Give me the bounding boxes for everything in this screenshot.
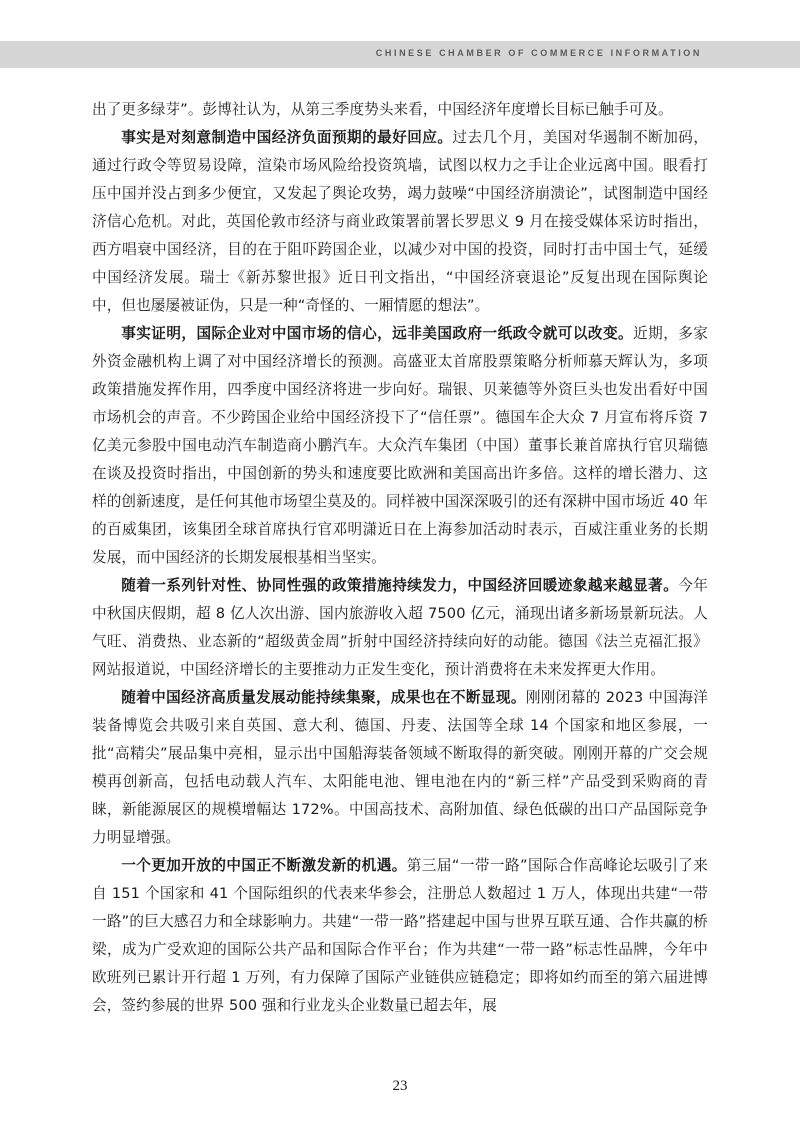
paragraph [92, 684, 708, 852]
header-band [0, 41, 800, 68]
paragraph-text: 过去几个月，美国对华遏制不断加码，通过行政令等贸易设障，渲染市场风险给投资筑墙，试图以权力之手让企业远离中国。眼看打压中国并没占到多少便宜，又发起了舆论攻势，竭力鼓噪“中国经济崩溃论”，试图制造中国经济信心危机。对此，英国伦敦市经济与商业政策署前署长罗思义 9 月在接受媒体采访时指出，西方唱衰中国经济，目的在于阻吓跨国企业，以减少对中国的投资，同时打击中国士气，延缓中国经济发展。瑞士《新苏黎世报》近日刊文指出，“中国经济衰退论”反复出现在国际舆论中，但也屡屡被证伪，只是一种“奇怪的、一厢情愿的想法”。 [92, 129, 709, 314]
paragraph-lead: 一个更加开放的中国正不断激发新的机遇。 [121, 857, 407, 874]
paragraph-text: 刚刚闭幕的 2023 中国海洋装备博览会共吸引来自英国、意大利、德国、丹麦、法国等全球 14 个国家和地区参展，一批“高精尖”展品集中亮相，显示出中国船海装备领域不断取得的新突破。刚刚开幕的广交会规模再创新高，包括电动载人汽车、太阳能电池、锂电池在内的“新三样”产品受到采购商的青睐，新能源展区的规模增幅达 172%。中国高技术、高附加值、绿色低碳的出口产品国际竞争力明显增强。 [92, 689, 708, 846]
paragraph-text: 近期，多家外资金融机构上调了对中国经济增长的预测。高盛亚太首席股票策略分析师慕天辉认为，多项政策措施发挥作用，四季度中国经济将进一步向好。瑞银、贝莱德等外资巨头也发出看好中国市场机会的声音。不少跨国企业给中国经济投下了“信任票”。德国车企大众 7 月宣布将斥资 7 亿美元参股中国电动汽车制造商小鹏汽车。大众汽车集团（中国）董事长兼首席执行官贝瑞德在谈及投资时指出，中国创新的势头和速度要比欧洲和美国高出许多倍。这样的增长潜力、这样的创新速度，是任何其他市场望尘莫及的。同样被中国深深吸引的还有深耕中国市场近 40 年的百威集团，该集团全球首席执行官邓明潇近日在上海参加活动时表示，百威注重业务的长期发展，而中国经济的长期发展根基相当坚实。 [92, 325, 709, 566]
paragraph [92, 572, 708, 684]
publication-title: CHINESE CHAMBER OF COMMERCE INFORMATION [375, 48, 702, 58]
paragraph-continuation [92, 96, 708, 124]
paragraph-text: 出了更多绿芽”。彭博社认为，从第三季度势头来看，中国经济年度增长目标已触手可及。 [92, 101, 673, 118]
paragraph-text: 今年中秋国庆假期，超 8 亿人次出游、国内旅游收入超 7500 亿元，涌现出诸多新场景新玩法。人气旺、消费热、业态新的“超级黄金周”折射中国经济持续向好的动能。德国《法兰克福汇报》网站报道说，中国经济增长的主要推动力正发生变化，预计消费将在未来发挥更大作用。 [92, 577, 708, 678]
article-body [92, 96, 708, 1020]
paragraph-lead: 随着一系列针对性、协同性强的政策措施持续发力，中国经济回暖迹象越来越显著。 [121, 577, 679, 594]
paragraph-lead: 事实证明，国际企业对中国市场的信心，远非美国政府一纸政令就可以改变。 [121, 325, 634, 342]
page-number: 23 [392, 1078, 408, 1094]
paragraph-text: 第三届“一带一路”国际合作高峰论坛吸引了来自 151 个国家和 41 个国际组织的代表来华参会，注册总人数超过 1 万人，体现出共建“一带一路”的巨大感召力和全球影响力。共建“一带一路”搭建起中国与世界互联互通、合作共赢的桥梁，成为广受欢迎的国际公共产品和国际合作平台；作为共建“一带一路”标志性品牌，今年中欧班列已累计开行超 1 万列，有力保障了国际产业链供应链稳定；即将如约而至的第六届进博会，签约参展的世界 500 强和行业龙头企业数量已超去年，展 [92, 857, 708, 1014]
paragraph-lead: 事实是对刻意制造中国经济负面预期的最好回应。 [121, 129, 453, 146]
paragraph [92, 320, 708, 572]
paragraph [92, 124, 708, 320]
paragraph [92, 852, 708, 1020]
paragraph-lead: 随着中国经济高质量发展动能持续集聚，成果也在不断显现。 [121, 689, 526, 706]
